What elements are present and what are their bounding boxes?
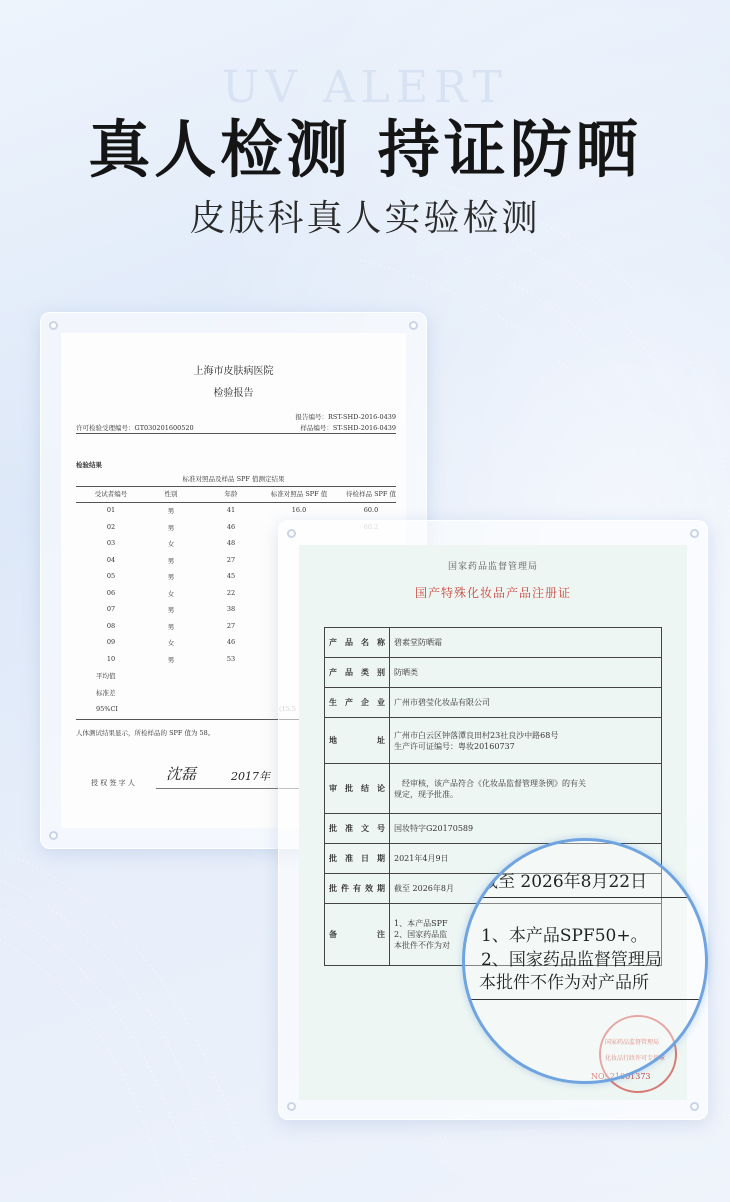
magnified-remark: 2、国家药品监督管理局 bbox=[481, 950, 662, 970]
signature: 沈磊 bbox=[166, 765, 197, 783]
stat-label: 平均值 bbox=[96, 672, 116, 680]
table-cell: 08 bbox=[106, 621, 116, 630]
hospital-name: 上海市皮肤病医院 bbox=[193, 366, 274, 377]
cert-value bbox=[390, 764, 662, 814]
signer-label: 授 权 签 字 人 bbox=[91, 779, 135, 787]
page-title: 真人检测 持证防晒 bbox=[88, 113, 642, 186]
uv-alert-watermark: UV ALERT bbox=[222, 62, 508, 113]
table-caption: 标准对照品及样品 SPF 值测定结果 bbox=[182, 475, 285, 483]
cert-label: 产品名称 bbox=[325, 628, 390, 658]
signature-date: 2017年 bbox=[231, 770, 270, 783]
agency-name: 国家药品监督管理局 bbox=[447, 562, 538, 572]
screw-icon bbox=[287, 1102, 296, 1111]
table-cell: 60.0 bbox=[363, 506, 379, 514]
table-cell: 07 bbox=[106, 605, 116, 613]
address-line: 广州市白云区钟落潭良田村23社良沙中路68号 bbox=[394, 730, 559, 740]
license-number: 许可检验受理编号：GT030201600520 bbox=[76, 424, 194, 432]
table-cell: 女 bbox=[167, 540, 175, 548]
table-cell: 02 bbox=[106, 522, 116, 531]
column-header: 性别 bbox=[164, 490, 178, 498]
report-title: 检验报告 bbox=[213, 388, 254, 399]
conclusion-text: 人体测试结果显示，所检样品的 SPF 值为 58。 bbox=[76, 729, 215, 737]
table-cell: 53 bbox=[226, 654, 236, 663]
cert-value: 国妆特字G20170589 bbox=[390, 814, 662, 844]
magnified-remark: 1、本产品SPF50+。 bbox=[481, 926, 648, 946]
approval-conclusion-line: 规定，现予批准。 bbox=[394, 789, 458, 799]
page-subtitle: 皮肤科真人实验检测 bbox=[189, 198, 541, 239]
cert-value: 碧素堂防晒霜 bbox=[390, 628, 662, 658]
table-header-rule bbox=[76, 502, 396, 503]
cert-value: 广州市碧莹化妆品有限公司 bbox=[390, 688, 662, 718]
cert-value: 防晒类 bbox=[390, 658, 662, 688]
table-cell: 男 bbox=[167, 655, 175, 664]
magnified-remark: 本批件不作为对产品所 bbox=[479, 973, 649, 993]
magnified-validity-date: 截至 2026年8月22日 bbox=[481, 872, 648, 892]
table-cell: 27 bbox=[226, 621, 236, 630]
column-header: 标准对照品 SPF 值 bbox=[270, 490, 328, 498]
table-cell: 女 bbox=[167, 639, 175, 647]
results-section-label: 检验结果 bbox=[76, 461, 102, 469]
table-cell: 45 bbox=[226, 572, 236, 580]
cert-value: 2021年4月9日 bbox=[390, 844, 662, 874]
stat-label: 95%CI bbox=[96, 705, 118, 713]
table-cell: 男 bbox=[167, 573, 175, 581]
table-cell: 03 bbox=[106, 539, 116, 547]
column-header: 受试者编号 bbox=[94, 490, 128, 498]
magnified-rule bbox=[465, 999, 705, 1000]
seal-text: 化妆品行政许可专用章 bbox=[605, 1055, 666, 1062]
table-cell: 46 bbox=[226, 522, 236, 531]
remark-line: 2、国家药品监 bbox=[394, 930, 448, 939]
table-cell: 女 bbox=[167, 589, 175, 598]
seal-text: 国家药品监督管理局 bbox=[605, 1039, 660, 1046]
screw-icon bbox=[49, 321, 58, 330]
screw-icon bbox=[690, 1102, 699, 1111]
cert-value: 截至 2026年8月 bbox=[390, 874, 662, 904]
table-cell: 男 bbox=[167, 606, 175, 614]
table-cell: 46 bbox=[226, 638, 236, 646]
column-header: 待检样品 SPF 值 bbox=[346, 490, 396, 498]
production-license-line: 生产许可证编号：粤妆20160737 bbox=[394, 741, 515, 751]
cert-label: 批件有效期 bbox=[325, 874, 390, 904]
table-cell: 22 bbox=[226, 588, 236, 597]
table-cell: 16.0 bbox=[291, 506, 307, 514]
table-cell: 05 bbox=[106, 572, 116, 580]
table-cell: 10 bbox=[106, 654, 116, 663]
report-number: 报告编号：RST-SHD-2016-0439 bbox=[295, 413, 396, 421]
screw-icon bbox=[690, 529, 699, 538]
cert-label: 地址 bbox=[325, 718, 390, 764]
approval-conclusion-line: 经审核，该产品符合《化妆品监督管理条例》的有关 bbox=[402, 778, 586, 788]
table-cell: 男 bbox=[167, 507, 175, 515]
table-cell: 38 bbox=[226, 605, 236, 613]
cert-label: 批准文号 bbox=[325, 814, 390, 844]
table-cell: 01 bbox=[106, 506, 116, 514]
remark-line: 本批件不作为对 bbox=[394, 941, 450, 950]
sample-number: 样品编号：ST-SHD-2016-0439 bbox=[300, 424, 396, 432]
table-cell: 男 bbox=[167, 523, 175, 532]
table-cell: 04 bbox=[106, 555, 116, 564]
screw-icon bbox=[49, 831, 58, 840]
magnified-rule bbox=[465, 897, 705, 898]
table-cell: 06 bbox=[106, 588, 116, 597]
cert-value bbox=[390, 718, 662, 764]
table-cell: 41 bbox=[226, 506, 236, 514]
table-top-rule bbox=[76, 486, 396, 487]
column-header: 年龄 bbox=[224, 490, 238, 498]
cert-label: 批准日期 bbox=[325, 844, 390, 874]
table-cell: 27 bbox=[226, 555, 236, 564]
cert-label: 审批结论 bbox=[325, 764, 390, 814]
stat-label: 标准差 bbox=[96, 689, 116, 697]
screw-icon bbox=[287, 529, 296, 538]
divider bbox=[76, 433, 396, 434]
table-cell: 48 bbox=[226, 539, 236, 547]
table-cell: 09 bbox=[106, 638, 116, 646]
magnifier-lens bbox=[462, 838, 708, 1084]
cert-label: 备注 bbox=[325, 904, 390, 966]
magnified-content bbox=[465, 841, 705, 1081]
remark-line: 1、本产品SPF bbox=[394, 919, 448, 928]
certificate-title: 国产特殊化妆品产品注册证 bbox=[414, 586, 571, 600]
cert-label: 产品类别 bbox=[325, 658, 390, 688]
table-cell: 男 bbox=[167, 556, 175, 565]
table-cell: 男 bbox=[167, 622, 175, 631]
cert-label: 生产企业 bbox=[325, 688, 390, 718]
screw-icon bbox=[409, 321, 418, 330]
certificate-serial-number: NO: 21001373 bbox=[591, 1072, 651, 1081]
